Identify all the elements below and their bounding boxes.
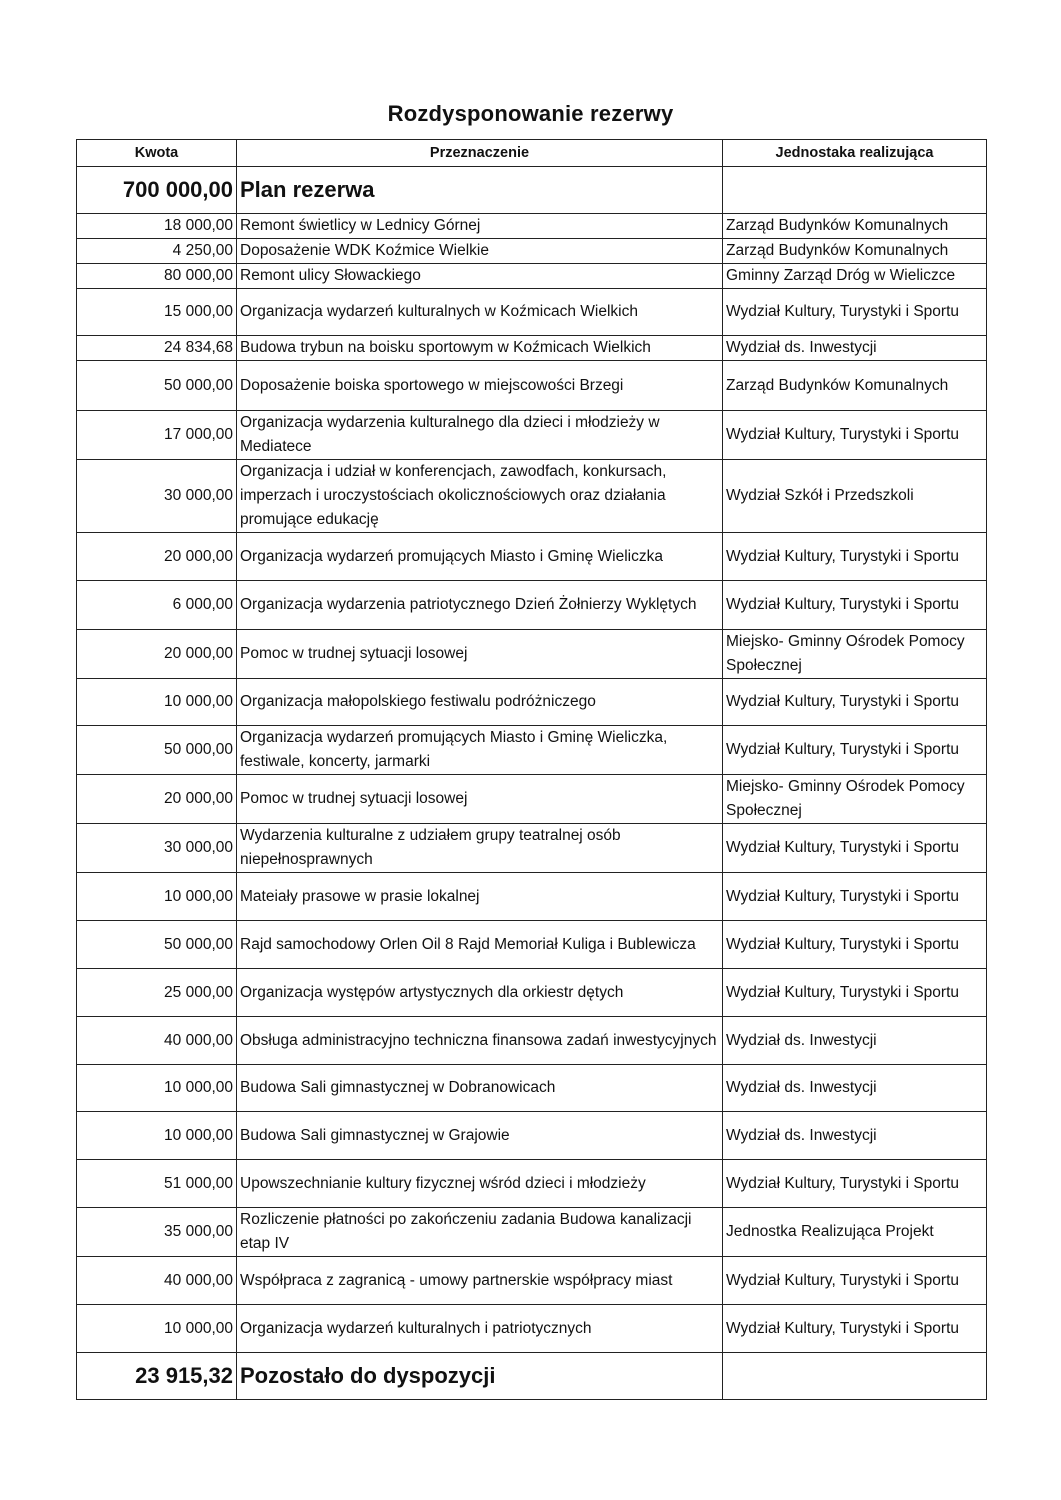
row-purpose: Doposażenie WDK Koźmice Wielkie [237, 239, 723, 264]
header-purpose: Przeznaczenie [237, 140, 723, 167]
row-unit: Wydział Kultury, Turystyki i Sportu [723, 533, 987, 581]
row-purpose: Budowa Sali gimnastycznej w Dobranowicach [237, 1065, 723, 1112]
remaining-row [77, 1353, 987, 1400]
row-amount: 30 000,00 [77, 460, 237, 533]
row-unit: Miejsko- Gminny Ośrodek Pomocy Społecznej [723, 775, 987, 824]
row-purpose: Organizacja wydarzeń kulturalnych w Koźmicach Wielkich [237, 289, 723, 336]
row-purpose: Mateiały prasowe w prasie lokalnej [237, 873, 723, 921]
table-row [77, 289, 987, 336]
row-amount: 15 000,00 [77, 289, 237, 336]
table-row [77, 726, 987, 775]
row-amount: 20 000,00 [77, 533, 237, 581]
row-unit: Wydział Kultury, Turystyki i Sportu [723, 824, 987, 873]
page-title: Rozdysponowanie rezerwy [387, 101, 674, 126]
row-purpose: Organizacja małopolskiego festiwalu podróżniczego [237, 679, 723, 726]
row-purpose: Budowa trybun na boisku sportowym w Koźmicach Wielkich [237, 336, 723, 361]
row-amount: 10 000,00 [77, 1112, 237, 1160]
row-purpose: Rajd samochodowy Orlen Oil 8 Rajd Memoriał Kuliga i Bublewicza [237, 921, 723, 969]
plan-amount: 700 000,00 [77, 167, 237, 214]
row-purpose: Organizacja wydarzeń kulturalnych i patriotycznych [237, 1305, 723, 1353]
row-purpose: Remont świetlicy w Lednicy Górnej [237, 214, 723, 239]
table-row [77, 533, 987, 581]
row-unit: Jednostka Realizująca Projekt [723, 1208, 987, 1257]
row-amount: 17 000,00 [77, 411, 237, 460]
table-row [77, 1160, 987, 1208]
row-amount: 35 000,00 [77, 1208, 237, 1257]
row-unit: Wydział ds. Inwestycji [723, 1017, 987, 1065]
row-purpose: Organizacja wydarzeń promujących Miasto i Gminę Wieliczka [237, 533, 723, 581]
row-unit: Wydział Kultury, Turystyki i Sportu [723, 1257, 987, 1305]
row-amount: 40 000,00 [77, 1017, 237, 1065]
row-unit: Zarząd Budynków Komunalnych [723, 361, 987, 411]
row-unit: Wydział Kultury, Turystyki i Sportu [723, 581, 987, 630]
row-amount: 30 000,00 [77, 824, 237, 873]
table-row [77, 581, 987, 630]
row-amount: 50 000,00 [77, 921, 237, 969]
table-row [77, 361, 987, 411]
remaining-label: Pozostało do dyspozycji [237, 1353, 723, 1400]
row-amount: 40 000,00 [77, 1257, 237, 1305]
row-purpose: Rozliczenie płatności po zakończeniu zadania Budowa kanalizacji etap IV [237, 1208, 723, 1257]
table-row [77, 239, 987, 264]
row-amount: 51 000,00 [77, 1160, 237, 1208]
row-purpose: Pomoc w trudnej sytuacji losowej [237, 775, 723, 824]
row-purpose: Organizacja występów artystycznych dla orkiestr dętych [237, 969, 723, 1017]
row-amount: 18 000,00 [77, 214, 237, 239]
row-unit: Wydział Kultury, Turystyki i Sportu [723, 1305, 987, 1353]
row-unit: Wydział ds. Inwestycji [723, 336, 987, 361]
table-row [77, 921, 987, 969]
header-row [77, 140, 987, 167]
row-unit: Wydział ds. Inwestycji [723, 1112, 987, 1160]
row-purpose: Organizacja wydarzeń promujących Miasto i Gminę Wieliczka, festiwale, koncerty, jarmarki [237, 726, 723, 775]
table-row [77, 630, 987, 679]
table-row [77, 411, 987, 460]
row-unit: Wydział Szkół i Przedszkoli [723, 460, 987, 533]
plan-unit [723, 167, 987, 214]
row-unit: Gminny Zarząd Dróg w Wieliczce [723, 264, 987, 289]
row-purpose: Współpraca z zagranicą - umowy partnerskie współpracy miast [237, 1257, 723, 1305]
row-purpose: Organizacja i udział w konferencjach, zawodfach, konkursach, imperzach i uroczystościach okolicznościowych oraz działania promujące edukację [237, 460, 723, 533]
remaining-unit [723, 1353, 987, 1400]
row-unit: Wydział Kultury, Turystyki i Sportu [723, 1160, 987, 1208]
row-purpose: Doposażenie boiska sportowego w miejscowości Brzegi [237, 361, 723, 411]
reserve-table [76, 139, 987, 1400]
table-row [77, 336, 987, 361]
row-purpose: Upowszechnianie kultury fizycznej wśród dzieci i młodzieży [237, 1160, 723, 1208]
table-row [77, 460, 987, 533]
table-row [77, 1208, 987, 1257]
row-amount: 20 000,00 [77, 630, 237, 679]
table-row [77, 873, 987, 921]
row-unit: Wydział Kultury, Turystyki i Sportu [723, 873, 987, 921]
row-amount: 10 000,00 [77, 873, 237, 921]
table-row [77, 679, 987, 726]
row-purpose: Remont ulicy Słowackiego [237, 264, 723, 289]
plan-label: Plan rezerwa [237, 167, 723, 214]
row-amount: 10 000,00 [77, 1065, 237, 1112]
row-amount: 10 000,00 [77, 679, 237, 726]
row-amount: 6 000,00 [77, 581, 237, 630]
row-unit: Zarząd Budynków Komunalnych [723, 214, 987, 239]
row-purpose: Wydarzenia kulturalne z udziałem grupy teatralnej osób niepełnosprawnych [237, 824, 723, 873]
table-row [77, 1112, 987, 1160]
row-unit: Wydział Kultury, Turystyki i Sportu [723, 679, 987, 726]
row-purpose: Obsługa administracyjno techniczna finansowa zadań inwestycyjnych [237, 1017, 723, 1065]
row-unit: Wydział Kultury, Turystyki i Sportu [723, 411, 987, 460]
table-row [77, 775, 987, 824]
table-row [77, 264, 987, 289]
remaining-amount: 23 915,32 [77, 1353, 237, 1400]
row-amount: 10 000,00 [77, 1305, 237, 1353]
row-purpose: Budowa Sali gimnastycznej w Grajowie [237, 1112, 723, 1160]
table-row [77, 1305, 987, 1353]
row-unit: Wydział Kultury, Turystyki i Sportu [723, 289, 987, 336]
row-unit: Wydział Kultury, Turystyki i Sportu [723, 921, 987, 969]
row-purpose: Organizacja wydarzenia patriotycznego Dzień Żołnierzy Wyklętych [237, 581, 723, 630]
row-purpose: Organizacja wydarzenia kulturalnego dla dzieci i młodzieży w Mediatece [237, 411, 723, 460]
table-row [77, 824, 987, 873]
table-row [77, 1065, 987, 1112]
table-row [77, 969, 987, 1017]
header-amount: Kwota [77, 140, 237, 167]
table-row [77, 1017, 987, 1065]
row-unit: Miejsko- Gminny Ośrodek Pomocy Społecznej [723, 630, 987, 679]
row-amount: 20 000,00 [77, 775, 237, 824]
row-unit: Wydział ds. Inwestycji [723, 1065, 987, 1112]
row-amount: 50 000,00 [77, 726, 237, 775]
row-amount: 25 000,00 [77, 969, 237, 1017]
row-amount: 50 000,00 [77, 361, 237, 411]
row-unit: Wydział Kultury, Turystyki i Sportu [723, 726, 987, 775]
row-amount: 4 250,00 [77, 239, 237, 264]
row-unit: Zarząd Budynków Komunalnych [723, 239, 987, 264]
header-unit: Jednostaka realizująca [723, 140, 987, 167]
table-row [77, 1257, 987, 1305]
row-purpose: Pomoc w trudnej sytuacji losowej [237, 630, 723, 679]
row-unit: Wydział Kultury, Turystyki i Sportu [723, 969, 987, 1017]
table-row [77, 214, 987, 239]
plan-row [77, 167, 987, 214]
row-amount: 80 000,00 [77, 264, 237, 289]
row-amount: 24 834,68 [77, 336, 237, 361]
